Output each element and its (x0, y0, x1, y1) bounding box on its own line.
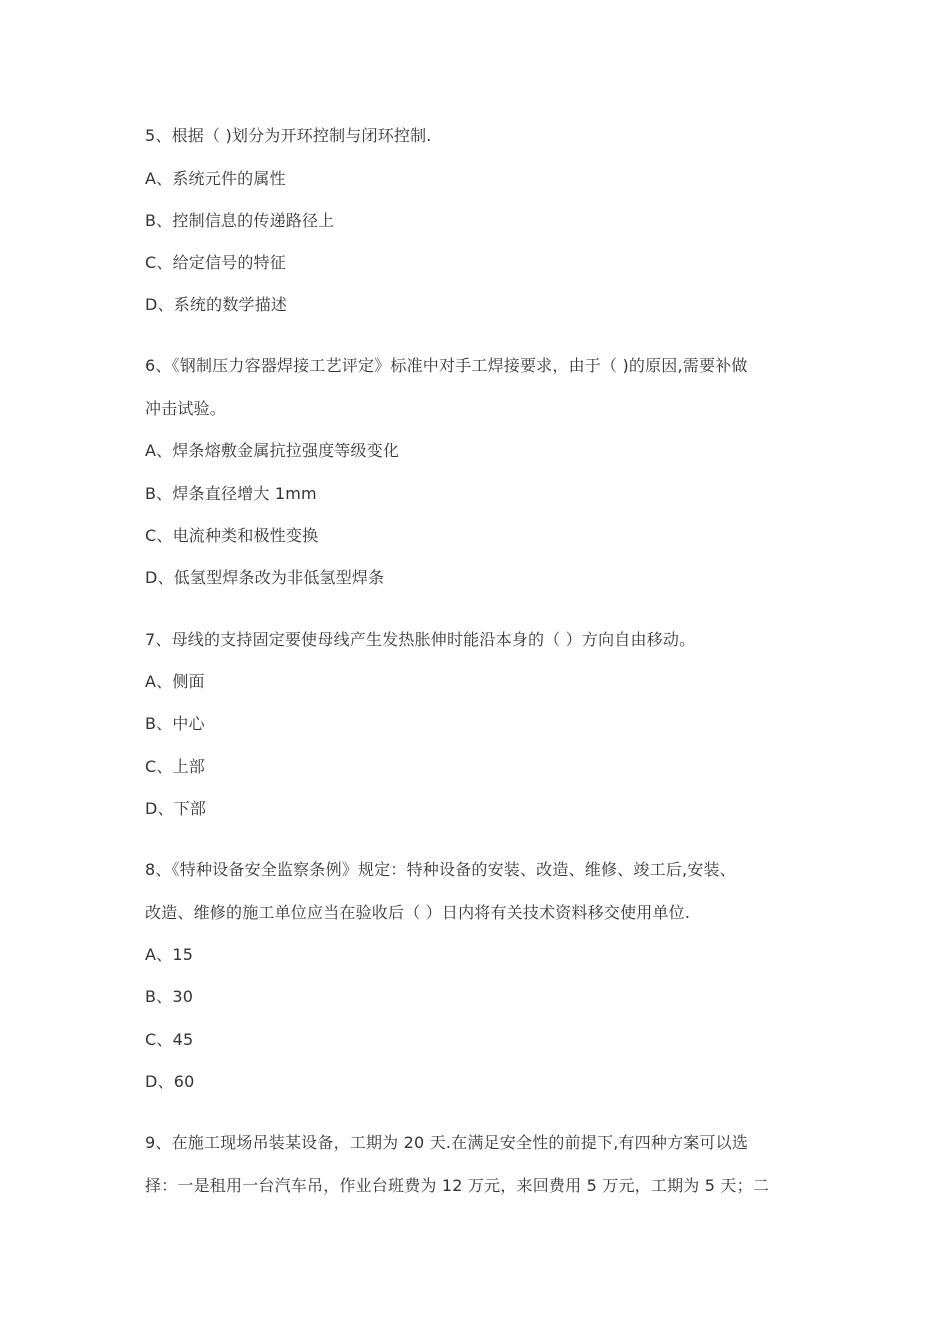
q7-option-a: A、侧面 (145, 672, 205, 691)
q9-stem-line1: 9、在施工现场吊装某设备，工期为 20 天.在满足安全性的前提下,有四种方案可以选 (145, 1133, 749, 1152)
q7-option-c: C、上部 (145, 757, 205, 776)
q6-option-a: A、焊条熔敷金属抗拉强度等级变化 (145, 441, 400, 460)
q8-option-c: C、45 (145, 1030, 194, 1049)
q8-option-b: B、30 (145, 987, 194, 1006)
q5-option-c: C、给定信号的特征 (145, 253, 286, 272)
q5-stem: 5、根据（ )划分为开环控制与闭环控制. (145, 126, 432, 145)
q6-stem-line2: 冲击试验。 (145, 399, 227, 418)
q7-option-d: D、下部 (145, 799, 207, 818)
q6-option-c: C、电流种类和极性变换 (145, 526, 319, 545)
q9-stem-line2: 择：一是租用一台汽车吊，作业台班费为 12 万元，来回费用 5 万元，工期为 5 天；二 (145, 1176, 770, 1195)
q8-option-d: D、60 (145, 1072, 195, 1091)
q6-option-b: B、焊条直径增大 1mm (145, 484, 317, 503)
q6-stem-line1: 6、《钢制压力容器焊接工艺评定》标准中对手工焊接要求，由于（ )的原因,需要补做 (145, 356, 748, 375)
q8-option-a: A、15 (145, 945, 194, 964)
q8-stem-line2: 改造、维修的施工单位应当在验收后（ ）日内将有关技术资料移交使用单位. (145, 903, 691, 922)
q5-option-b: B、控制信息的传递路径上 (145, 211, 335, 230)
q7-stem: 7、母线的支持固定要使母线产生发热胀伸时能沿本身的（ ）方向自由移动。 (145, 630, 696, 649)
q8-stem-line1: 8、《特种设备安全监察条例》规定：特种设备的安装、改造、维修、竣工后,安装、 (145, 860, 736, 879)
q5-option-d: D、系统的数学描述 (145, 295, 288, 314)
q6-option-d: D、低氢型焊条改为非低氢型焊条 (145, 568, 385, 587)
q7-option-b: B、中心 (145, 714, 205, 733)
q5-option-a: A、系统元件的属性 (145, 169, 286, 188)
